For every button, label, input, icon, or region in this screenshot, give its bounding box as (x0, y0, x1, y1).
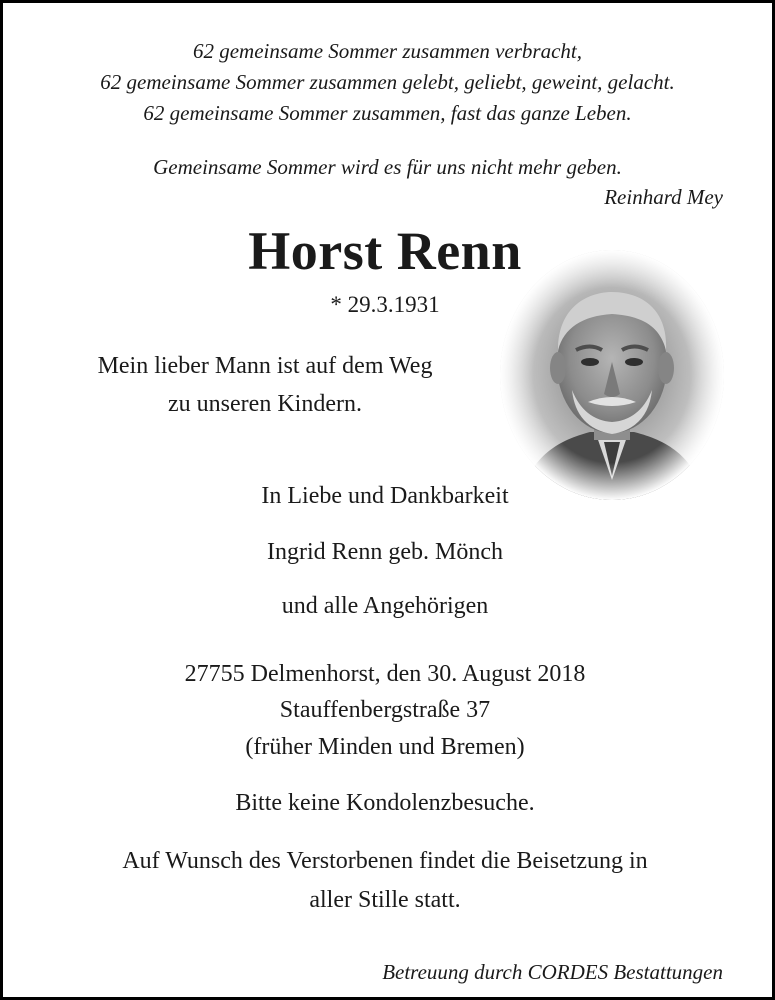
portrait-photo (500, 250, 724, 500)
burial-note-line: Auf Wunsch des Verstorbenen findet die Beisetzung in (122, 848, 648, 874)
poem-line: 62 gemeinsame Sommer zusammen gelebt, geliebt, geweint, gelacht. (100, 70, 675, 94)
poem-author: Reinhard Mey (604, 185, 723, 209)
deceased-name: Horst Renn (248, 221, 522, 281)
portrait-illustration (500, 250, 724, 500)
former-residence-line: (früher Minden und Bremen) (245, 734, 525, 760)
condolence-note: Bitte keine Kondolenzbesuche. (235, 790, 535, 816)
poem-stanza (40, 36, 735, 129)
farewell-message (40, 347, 490, 423)
poem-closing-line: Gemeinsame Sommer wird es für uns nicht mehr geben. (153, 155, 622, 179)
farewell-line: zu unseren Kindern. (168, 391, 362, 417)
funeral-home-credit: Betreuung durch CORDES Bestattungen (382, 960, 723, 984)
poem-line: 62 gemeinsame Sommer zusammen verbracht, (192, 39, 582, 63)
dedication-line: In Liebe und Dankbarkeit (261, 483, 509, 509)
burial-note-line: aller Stille statt. (309, 887, 461, 913)
spouse-name: Ingrid Renn geb. Mönch (267, 539, 503, 565)
relatives-line: und alle Angehörigen (281, 593, 489, 619)
city-date-line: 27755 Delmenhorst, den 30. August 2018 (184, 661, 586, 687)
farewell-line: Mein lieber Mann ist auf dem Weg (97, 353, 433, 379)
street-line: Stauffenbergstraße 37 (279, 697, 491, 723)
poem-line: 62 gemeinsame Sommer zusammen, fast das ganze Leben. (143, 101, 632, 125)
birth-date: * 29.3.1931 (330, 292, 440, 317)
